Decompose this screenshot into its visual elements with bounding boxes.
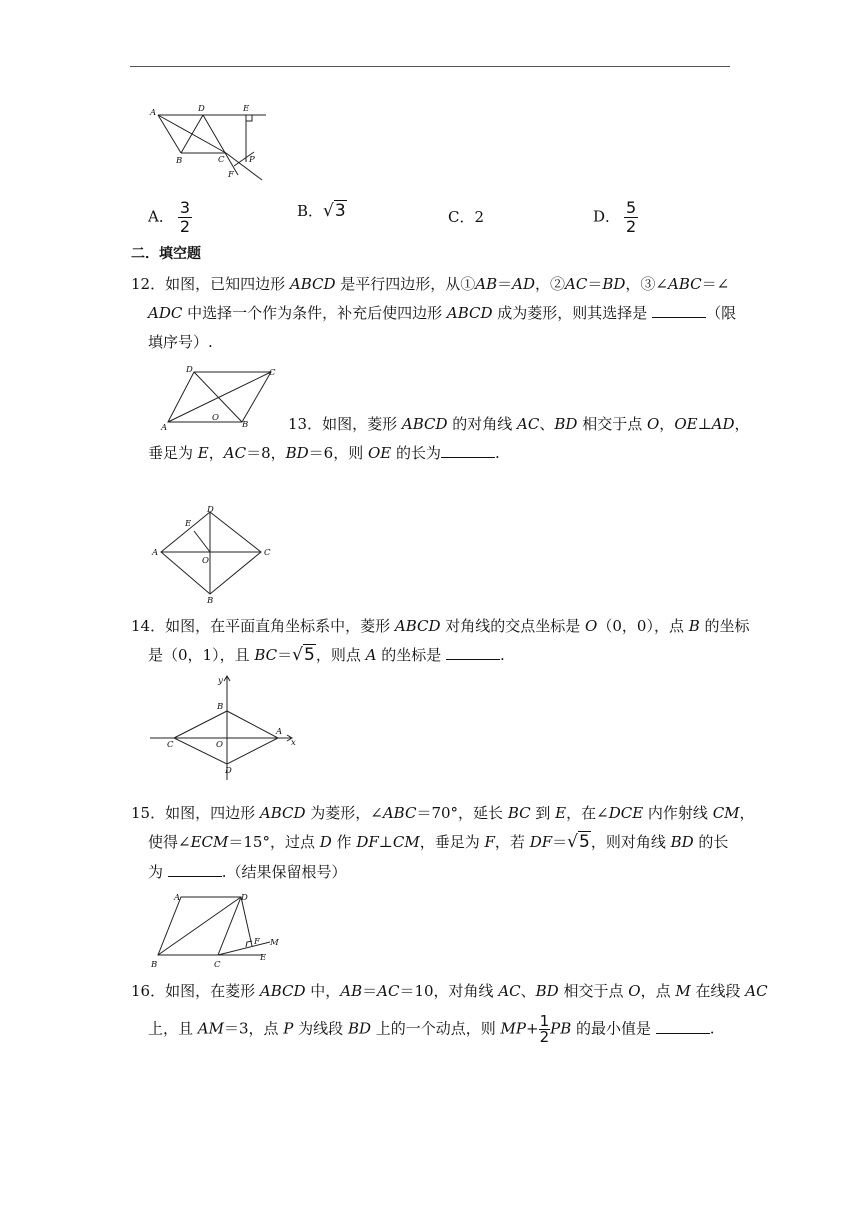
q12-figure [158, 364, 282, 432]
q11-label-c: C [218, 155, 225, 165]
option-d [593, 200, 638, 235]
header-rule [130, 66, 730, 67]
option-d-fraction: $\frac{5}{2}$ [626, 198, 637, 236]
q12-label-a: A [161, 423, 168, 433]
option-d-label: D． [593, 207, 621, 226]
q12-line1: 12．如图，已知四边形 ABCD 是平行四边形，从①AB＝AD，②AC＝BD，③∠ABC＝∠ [131, 275, 730, 293]
q14-answer-blank[interactable] [446, 645, 500, 660]
q11-label-p: P [249, 155, 255, 165]
q16-answer-blank[interactable] [656, 1019, 710, 1034]
q12-line2: ADC 中选择一个作为条件，补充后使四边形 ABCD 成为菱形，则其选择是 （限 [148, 304, 737, 322]
q12-line3: 填序号）. [148, 333, 213, 351]
q13-figure [148, 502, 276, 606]
svg-text:D: D [225, 766, 232, 776]
svg-text:O: O [202, 556, 209, 566]
q12-label-c: C [269, 368, 276, 378]
option-c-label: C． [448, 208, 475, 226]
q15-line2: 使得∠ECM＝15°，过点 D 作 DF⊥CM，垂足为 F，若 DF＝√5，则对角线 BD 的长 [148, 832, 729, 852]
svg-text:x: x [291, 738, 296, 748]
svg-text:C: C [264, 548, 271, 558]
q11-label-a: A [150, 108, 157, 118]
q11-label-d: D [198, 104, 205, 114]
svg-text:B: B [207, 596, 214, 606]
q15-answer-blank[interactable] [168, 862, 222, 877]
svg-text:E: E [260, 953, 267, 963]
svg-text:A: A [152, 548, 159, 558]
svg-text:A: A [174, 893, 181, 903]
svg-text:O: O [216, 740, 223, 750]
q16-line2: 上，且 AM＝3，点 P 为线段 BD 上的一个动点，则 MP+ $\frac{1}{2}$ PB 的最小值是 . [148, 1012, 715, 1046]
q14-figure [150, 672, 300, 782]
q11-figure [148, 100, 278, 184]
svg-text:D: D [241, 893, 248, 903]
q14-sqrt: √5 [292, 645, 315, 665]
option-c [448, 206, 484, 227]
svg-text:M: M [270, 938, 279, 948]
q13-line1: 13．如图，菱形 ABCD 的对角线 AC、BD 相交于点 O，OE⊥AD， [288, 415, 750, 433]
option-c-value: 2 [474, 208, 485, 226]
svg-text:E: E [185, 519, 192, 529]
q12-label-o: O [212, 413, 219, 423]
q12-label-b: B [242, 420, 249, 430]
section-title: 二．填空题 [131, 246, 201, 262]
option-b [297, 200, 347, 221]
svg-text:B: B [151, 960, 158, 970]
option-a-label: A． [148, 207, 174, 226]
q15-line1: 15．如图，四边形 ABCD 为菱形，∠ABC＝70°，延长 BC 到 E，在∠DCE 内作射线 CM， [131, 804, 755, 822]
svg-text:C: C [214, 960, 221, 970]
q11-label-b: B [176, 156, 183, 166]
option-a [148, 200, 192, 235]
svg-text:D: D [207, 505, 214, 515]
q11-label-e: E [243, 104, 250, 114]
q15-sqrt: √5 [567, 832, 590, 852]
q16-fraction: $\frac{1}{2}$ [539, 1012, 550, 1046]
svg-text:F: F [254, 937, 260, 947]
q12-label-d: D [186, 365, 193, 375]
q11-label-f: F [228, 170, 234, 180]
q15-figure [148, 890, 288, 972]
svg-text:y: y [218, 676, 223, 686]
q14-line1: 14．如图，在平面直角坐标系中，菱形 ABCD 对角线的交点坐标是 O（0，0），点 B 的坐标 [131, 617, 750, 635]
svg-text:A: A [276, 727, 283, 737]
q14-line2: 是（0，1），且 BC＝√5，则点 A 的坐标是 . [148, 645, 505, 665]
option-b-sqrt: √3 [323, 201, 346, 221]
q12-answer-blank[interactable] [652, 303, 706, 318]
option-a-fraction: $\frac{3}{2}$ [179, 198, 191, 236]
svg-text:C: C [167, 740, 174, 750]
q13-line2: 垂足为 E，AC＝8，BD＝6，则 OE 的长为 . [148, 444, 500, 462]
q13-answer-blank[interactable] [441, 443, 495, 458]
q16-line1: 16．如图，在菱形 ABCD 中，AB＝AC＝10，对角线 AC、BD 相交于点 O，点 M 在线段 AC [131, 982, 768, 1000]
q15-line3: 为 .（结果保留根号） [148, 863, 347, 881]
svg-text:B: B [217, 702, 224, 712]
option-b-label: B． [297, 202, 324, 220]
